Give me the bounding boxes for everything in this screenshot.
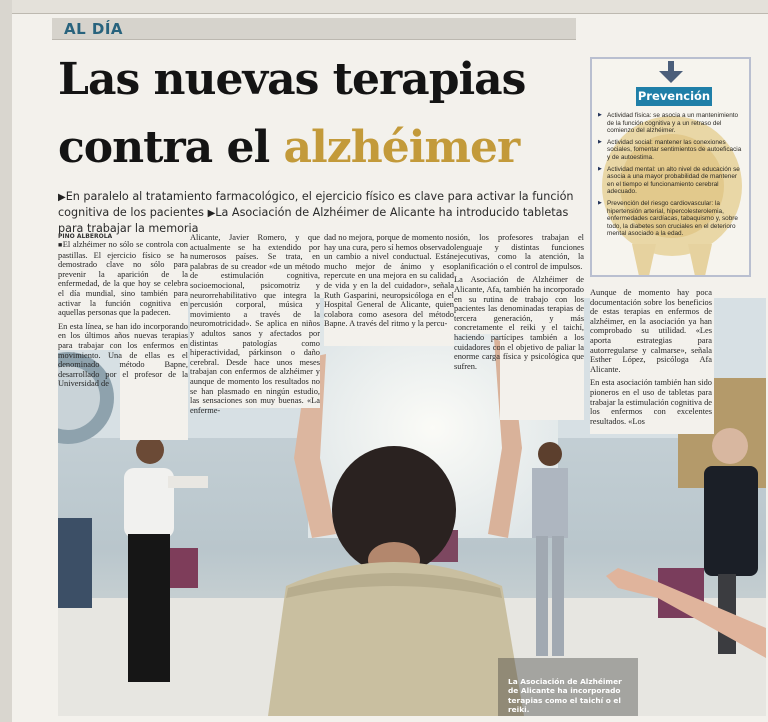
- headline-prefix: contra el: [58, 122, 284, 173]
- section-label: AL DÍA: [64, 20, 124, 38]
- prevention-box: [590, 57, 751, 277]
- square-icon: ■: [58, 241, 63, 249]
- article-column-4: [454, 233, 584, 371]
- photo-caption: La Asociación de Alzhéimer de Alicante ha incorporado terapias como el taichí o el reiki.: [508, 677, 622, 715]
- down-arrow-icon: [656, 61, 686, 83]
- lede-part-1: En paralelo al tratamiento farmacológico, el ejercicio físico es clave para activar la función cognitiva de los pacientes: [58, 190, 574, 219]
- list-item: ▶ Actividad social: mantener las conexiones sociales, fomentar sentimientos de autoeficacia y de autoestima.: [598, 139, 744, 162]
- sidebar-title: Prevención: [636, 87, 712, 106]
- paragraph: En esta asociación también han sido pioneros en el uso de tabletas para trabajar la estimulación cognitiva de los enfermos con excelentes resultados. «Los: [590, 378, 712, 426]
- list-item: ▶ Actividad física: se asocia a un mantenimiento de la función cognitiva y a un retraso del comienzo del alzhéimer.: [598, 112, 744, 135]
- article-column-3: dad no mejora, porque de momento no hay una cura, pero sí hemos observado un cambio a nivel conductual. Están mucho mejor de ánimo y eso repercute en una mejora en su calidad de vida y en la del cuidador», señala Ruth Gasparini, neuropsicóloga en el Hospital General de Alicante, quien colabora como asesora del método Bapne. A través del ritmo y la percu-: [324, 233, 455, 329]
- arrow-icon: ▶: [207, 208, 216, 219]
- headline-accent: alzhéimer: [283, 122, 520, 173]
- headline-line-1: Las nuevas terapias: [58, 54, 526, 105]
- byline: PINO ALBEROLA: [58, 233, 113, 240]
- paragraph: El alzhéimer no sólo se controla con pastillas. El ejercicio físico se ha demostrado clave no sólo para prevenir la aparición de la enfermedad, de la que hoy se celebra el día mundial, sino también para activar la función cognitiva en aquellas personas que la padecen.: [58, 240, 188, 318]
- list-item: ▶ Actividad mental: un alto nivel de educación se asocia a una mayor probabilidad de mantener en el tiempo el funcionamiento cerebral adecuado.: [598, 166, 744, 196]
- paragraph: En esta línea, se han ido incorporando en los últimos años nuevas terapias para trabajar con los enfermos en movimiento. Una de ellas es el denominado método Bapne, desarrollado por el profesor de la Universidad de: [58, 321, 188, 389]
- article-column-1: [58, 240, 188, 389]
- paragraph: Aunque de momento hay poca documentación sobre los beneficios de estas terapias en enfermos de alzhéimer, en la asociación ya han comprobado su utilidad. «Les aporta estrategias para autorregularse y calmarse», señala Esther López, psicóloga Afa Alicante.: [590, 288, 712, 374]
- section-tag: [52, 18, 576, 40]
- list-item: ▶ Prevención del riesgo cardiovascular: la hipertensión arterial, hipercolesterolemia, enfermedades cardíacas, tabaquismo y, sobre todo, la diabetes son cruciales en el deterioro mental asociado a la edad.: [598, 200, 744, 238]
- article-column-5: [590, 288, 712, 426]
- page-top-strip: [12, 0, 768, 14]
- page-gutter: [0, 0, 12, 722]
- lede: [58, 189, 578, 236]
- paragraph: sión, los profesores trabajan el lenguaje y distintas funciones ejecutivas, como la atención, la planificación o el control de impulsos.: [454, 233, 584, 271]
- article-column-2: Alicante, Javier Romero, y que actualmente se ha extendido por numerosos países. Se trata, en palabras de su creador «de un método de estimulación cognitiva, socioemocional, psicomotriz y neurorrehabilitativo que integra la percusión corporal, música y movimiento a través de la neuromotricidad». Se aplica en niños y adultos sanos y afectados por distintas patologías como hiperactividad, párkinson o daño cerebral. Desde hace unos meses trabajan con enfermos de alzhéimer y aunque de momento los resultados no se han plasmado en ningún estudio, las sensaciones son muy buenas. «La enferme-: [190, 233, 320, 415]
- lede-part-2: La Asociación de Alzhéimer de Alicante ha introducido tabletas para trabajar la memoria: [58, 206, 569, 235]
- paragraph: La Asociación de Alzhéimer de Alicante, Afa, también ha incorporado en su rutina de trabajo con los pacientes las denominadas terapias de tercera generación, y más concretamente el reiki y el taichí, haciendo partícipes también a los cuidadores con el objetivo de paliar la enorme carga física y psicológica que sufren.: [454, 275, 584, 371]
- prevention-list: [598, 112, 744, 242]
- arrow-icon: ▶: [58, 192, 66, 203]
- headline-line-2: [58, 122, 520, 173]
